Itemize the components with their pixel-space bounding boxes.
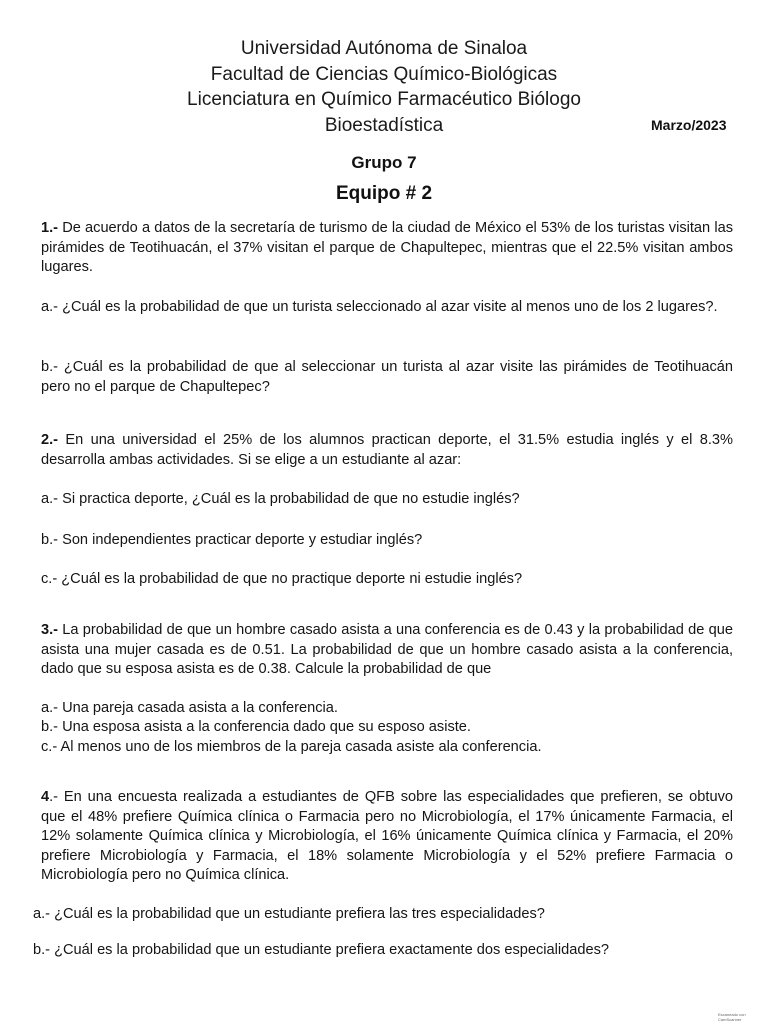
problem-3-statement [41, 621, 733, 680]
problem-3-item-b: b.- Una esposa asista a la conferencia dado que su esposo asiste. [41, 719, 471, 735]
problem-1-statement [41, 219, 733, 278]
team-label: Equipo # 2 [335, 183, 433, 204]
problem-3-item-c: c.- Al menos uno de los miembros de la pareja casada asiste ala conferencia. [41, 739, 542, 755]
problem-2-number: 2.- [41, 432, 59, 448]
problem-2-item-a: a.- Si practica deporte, ¿Cuál es la probabilidad de que no estudie inglés? [41, 491, 520, 507]
problem-3-item-a: a.- Una pareja casada asista a la conferencia. [41, 700, 338, 716]
problem-4-statement [41, 788, 733, 886]
problem-2-statement [41, 431, 733, 470]
problem-3-number: 3.- [41, 622, 59, 638]
scanner-watermark: Escaneado con CamScanner [718, 1012, 746, 1022]
degree-name: Licenciatura en Químico Farmacéutico Biólogo [187, 89, 581, 110]
problem-3-text: La probabilidad de que un hombre casado asista a una conferencia es de 0.43 y la probabilidad de que asista una mujer casada es de 0.51. La probabilidad de que un hombre casado asista a la conferencia, dado que su esposa asista es de 0.38. Calcule la probabilidad de que [41, 622, 733, 677]
university-name: Universidad Autónoma de Sinaloa [240, 38, 528, 59]
group-label: Grupo 7 [351, 153, 417, 172]
problem-4-item-b: b.- ¿Cuál es la probabilidad que un estudiante prefiera exactamente dos especialidades? [33, 942, 610, 958]
faculty-name: Facultad de Ciencias Químico-Biológicas [210, 64, 558, 85]
problem-1-item-a: a.- ¿Cuál es la probabilidad de que un turista seleccionado al azar visite al menos uno de los 2 lugares?. [41, 299, 718, 315]
problem-1-number: 1.- [41, 220, 59, 236]
problem-1-item-b: b.- ¿Cuál es la probabilidad de que al seleccionar un turista al azar visite las pirámides de Teotihuacán pero no el parque de Chapultepec? [41, 359, 733, 395]
problem-2-text: En una universidad el 25% de los alumnos practican deporte, el 31.5% estudia inglés y el 8.3% desarrolla ambas actividades. Si se elige a un estudiante al azar: [41, 432, 733, 468]
problem-4-text: .- En una encuesta realizada a estudiantes de QFB sobre las especialidades que prefieren, se obtuvo que el 48% prefiere Química clínica o Farmacia pero no Microbiología, el 17% únicamente Farmacia, el 12% solamente Química clínica y Microbiología, el 16% únicamente Química clínica y Farmacia, el 20% prefiere Microbiología y Farmacia, el 18% solamente Microbiología y el 52% prefiere Farmacia o Microbiología pero no Química clínica. [41, 789, 733, 883]
problem-4-item-a: a.- ¿Cuál es la probabilidad que un estudiante prefiera las tres especialidades? [33, 906, 545, 922]
problem-2-item-c: c.- ¿Cuál es la probabilidad de que no practique deporte ni estudie inglés? [41, 571, 523, 587]
document-date: Marzo/2023 [651, 117, 727, 133]
problem-1-text: De acuerdo a datos de la secretaría de turismo de la ciudad de México el 53% de los turistas visitan las pirámides de Teotihuacán, el 37% visitan el parque de Chapultepec, mientras que el 22.5% visitan ambos lugares. [41, 220, 733, 275]
problem-2-item-b: b.- Son independientes practicar deporte y estudiar inglés? [41, 532, 423, 548]
course-name: Bioestadística [324, 115, 444, 136]
problem-4-number: 4 [41, 789, 50, 805]
